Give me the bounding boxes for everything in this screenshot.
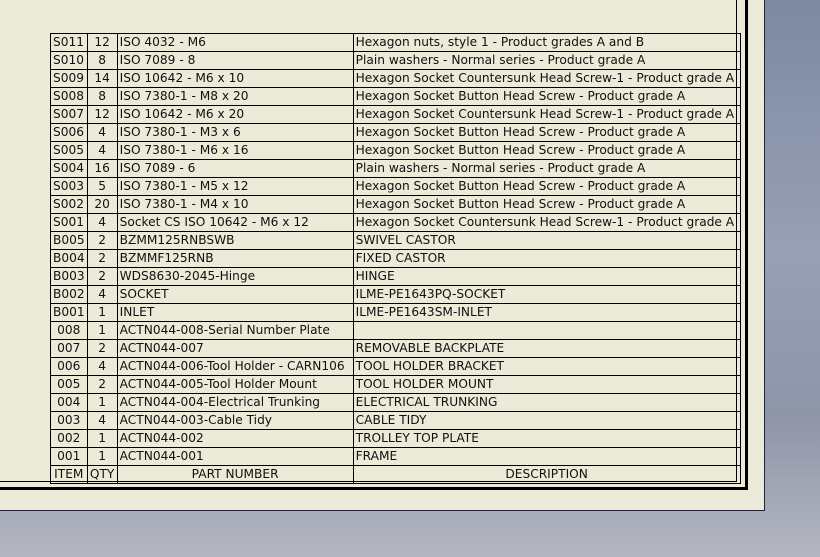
- bom-row[interactable]: [51, 250, 741, 268]
- cell-part-number[interactable]: INLET: [117, 304, 353, 322]
- cell-part-number[interactable]: ISO 10642 - M6 x 10: [117, 70, 353, 88]
- cell-item[interactable]: 005: [51, 376, 88, 394]
- cell-item[interactable]: S007: [51, 106, 88, 124]
- cell-qty[interactable]: 8: [87, 88, 117, 106]
- cell-description[interactable]: Plain washers - Normal series - Product grade A: [353, 52, 740, 70]
- cell-part-number[interactable]: ACTN044-006-Tool Holder - CARN106: [117, 358, 353, 376]
- cell-description[interactable]: REMOVABLE BACKPLATE: [353, 340, 740, 358]
- bom-row[interactable]: [51, 106, 741, 124]
- cell-item[interactable]: B002: [51, 286, 88, 304]
- cell-part-number[interactable]: WDS8630-2045-Hinge: [117, 268, 353, 286]
- cell-description[interactable]: SWIVEL CASTOR: [353, 232, 740, 250]
- cell-qty[interactable]: 14: [87, 70, 117, 88]
- sheet-frame-border-right: [745, 0, 748, 490]
- cell-item[interactable]: 003: [51, 412, 88, 430]
- cell-description[interactable]: Hexagon Socket Button Head Screw - Product grade A: [353, 88, 740, 106]
- bom-row[interactable]: [51, 376, 741, 394]
- cell-description[interactable]: Hexagon Socket Button Head Screw - Product grade A: [353, 196, 740, 214]
- cell-part-number[interactable]: ISO 7089 - 8: [117, 52, 353, 70]
- cell-part-number[interactable]: ACTN044-005-Tool Holder Mount: [117, 376, 353, 394]
- cell-part-number[interactable]: ISO 4032 - M6: [117, 34, 353, 52]
- cell-item[interactable]: S005: [51, 142, 88, 160]
- cell-description[interactable]: ILME-PE1643SM-INLET: [353, 304, 740, 322]
- cell-item[interactable]: B004: [51, 250, 88, 268]
- cell-description[interactable]: Hexagon Socket Countersunk Head Screw-1 - Product grade A: [353, 106, 740, 124]
- cell-description[interactable]: Hexagon Socket Button Head Screw - Product grade A: [353, 178, 740, 196]
- cell-item[interactable]: S001: [51, 214, 88, 232]
- cell-part-number[interactable]: ISO 7380-1 - M6 x 16: [117, 142, 353, 160]
- cell-item[interactable]: S010: [51, 52, 88, 70]
- cell-item[interactable]: 006: [51, 358, 88, 376]
- cell-part-number[interactable]: SOCKET: [117, 286, 353, 304]
- bom-row[interactable]: [51, 340, 741, 358]
- bom-row[interactable]: [51, 394, 741, 412]
- bom-row[interactable]: [51, 124, 741, 142]
- cell-qty[interactable]: 16: [87, 160, 117, 178]
- cell-description[interactable]: Hexagon Socket Countersunk Head Screw-1 - Product grade A: [353, 70, 740, 88]
- bom-row[interactable]: [51, 268, 741, 286]
- header-description: DESCRIPTION: [353, 466, 740, 484]
- bom-row[interactable]: [51, 70, 741, 88]
- cell-description[interactable]: TROLLEY TOP PLATE: [353, 430, 740, 448]
- cell-description[interactable]: Hexagon Socket Countersunk Head Screw-1 - Product grade A: [353, 214, 740, 232]
- bom-row[interactable]: [51, 358, 741, 376]
- cell-part-number[interactable]: ACTN044-003-Cable Tidy: [117, 412, 353, 430]
- cell-qty[interactable]: 12: [87, 106, 117, 124]
- bom-row[interactable]: [51, 178, 741, 196]
- bom-row[interactable]: [51, 214, 741, 232]
- cell-item[interactable]: B003: [51, 268, 88, 286]
- cell-item[interactable]: B005: [51, 232, 88, 250]
- bom-row[interactable]: [51, 160, 741, 178]
- cell-description[interactable]: Hexagon Socket Button Head Screw - Product grade A: [353, 124, 740, 142]
- bill-of-materials-table[interactable]: [50, 33, 741, 484]
- cell-qty[interactable]: 4: [87, 124, 117, 142]
- header-item: ITEM: [51, 466, 88, 484]
- bom-row[interactable]: [51, 304, 741, 322]
- cell-qty[interactable]: 1: [87, 304, 117, 322]
- cell-description[interactable]: FIXED CASTOR: [353, 250, 740, 268]
- cell-item[interactable]: B001: [51, 304, 88, 322]
- cell-part-number[interactable]: ACTN044-007: [117, 340, 353, 358]
- bom-row[interactable]: [51, 52, 741, 70]
- cell-item[interactable]: 001: [51, 448, 88, 466]
- cell-description[interactable]: CABLE TIDY: [353, 412, 740, 430]
- cell-part-number[interactable]: BZMM125RNBSWB: [117, 232, 353, 250]
- cell-description[interactable]: FRAME: [353, 448, 740, 466]
- bom-table-body: [51, 34, 741, 484]
- cell-part-number[interactable]: ACTN044-004-Electrical Trunking: [117, 394, 353, 412]
- cell-item[interactable]: S004: [51, 160, 88, 178]
- bom-row[interactable]: [51, 196, 741, 214]
- cell-description[interactable]: Hexagon nuts, style 1 - Product grades A and B: [353, 34, 740, 52]
- cell-item[interactable]: S002: [51, 196, 88, 214]
- bom-row[interactable]: [51, 34, 741, 52]
- bom-row[interactable]: [51, 412, 741, 430]
- cell-description[interactable]: HINGE: [353, 268, 740, 286]
- sheet-frame-border-bottom: [0, 487, 748, 490]
- cell-qty[interactable]: 4: [87, 142, 117, 160]
- cell-qty[interactable]: 2: [87, 250, 117, 268]
- cell-item[interactable]: 002: [51, 430, 88, 448]
- cell-description[interactable]: [353, 322, 740, 340]
- cell-qty[interactable]: 8: [87, 52, 117, 70]
- cell-qty[interactable]: 4: [87, 214, 117, 232]
- cell-part-number[interactable]: ISO 7380-1 - M3 x 6: [117, 124, 353, 142]
- cell-qty[interactable]: 2: [87, 340, 117, 358]
- cell-qty[interactable]: 2: [87, 376, 117, 394]
- cell-item[interactable]: S006: [51, 124, 88, 142]
- cell-item[interactable]: S003: [51, 178, 88, 196]
- bom-row[interactable]: [51, 142, 741, 160]
- cell-qty[interactable]: 1: [87, 430, 117, 448]
- bom-row[interactable]: [51, 286, 741, 304]
- cell-qty[interactable]: 2: [87, 232, 117, 250]
- header-qty: QTY: [87, 466, 117, 484]
- cell-qty[interactable]: 2: [87, 268, 117, 286]
- cell-qty[interactable]: 4: [87, 286, 117, 304]
- bom-row[interactable]: [51, 88, 741, 106]
- bom-row[interactable]: [51, 322, 741, 340]
- cell-part-number[interactable]: ACTN044-001: [117, 448, 353, 466]
- cell-qty[interactable]: 4: [87, 358, 117, 376]
- cell-part-number[interactable]: BZMMF125RNB: [117, 250, 353, 268]
- cell-description[interactable]: TOOL HOLDER BRACKET: [353, 358, 740, 376]
- cell-part-number[interactable]: ACTN044-008-Serial Number Plate: [117, 322, 353, 340]
- cell-part-number[interactable]: ACTN044-002: [117, 430, 353, 448]
- cell-description[interactable]: ELECTRICAL TRUNKING: [353, 394, 740, 412]
- cell-qty[interactable]: 20: [87, 196, 117, 214]
- cell-part-number[interactable]: ISO 10642 - M6 x 20: [117, 106, 353, 124]
- cell-part-number[interactable]: ISO 7380-1 - M5 x 12: [117, 178, 353, 196]
- cell-part-number[interactable]: Socket CS ISO 10642 - M6 x 12: [117, 214, 353, 232]
- cell-item[interactable]: S008: [51, 88, 88, 106]
- bom-row[interactable]: [51, 232, 741, 250]
- cell-description[interactable]: Hexagon Socket Button Head Screw - Product grade A: [353, 142, 740, 160]
- cell-part-number[interactable]: ISO 7380-1 - M8 x 20: [117, 88, 353, 106]
- cell-qty[interactable]: 5: [87, 178, 117, 196]
- cell-part-number[interactable]: ISO 7380-1 - M4 x 10: [117, 196, 353, 214]
- cell-item[interactable]: 004: [51, 394, 88, 412]
- cell-part-number[interactable]: ISO 7089 - 6: [117, 160, 353, 178]
- cell-qty[interactable]: 1: [87, 394, 117, 412]
- cell-item[interactable]: S009: [51, 70, 88, 88]
- cell-item[interactable]: 007: [51, 340, 88, 358]
- cell-item[interactable]: 008: [51, 322, 88, 340]
- cell-description[interactable]: ILME-PE1643PQ-SOCKET: [353, 286, 740, 304]
- bom-row[interactable]: [51, 448, 741, 466]
- cell-qty[interactable]: 12: [87, 34, 117, 52]
- cell-qty[interactable]: 1: [87, 448, 117, 466]
- cell-qty[interactable]: 4: [87, 412, 117, 430]
- bom-header-row: [51, 466, 741, 484]
- bom-row[interactable]: [51, 430, 741, 448]
- cell-description[interactable]: TOOL HOLDER MOUNT: [353, 376, 740, 394]
- cell-qty[interactable]: 1: [87, 322, 117, 340]
- cell-item[interactable]: S011: [51, 34, 88, 52]
- cell-description[interactable]: Plain washers - Normal series - Product grade A: [353, 160, 740, 178]
- header-part-number: PART NUMBER: [117, 466, 353, 484]
